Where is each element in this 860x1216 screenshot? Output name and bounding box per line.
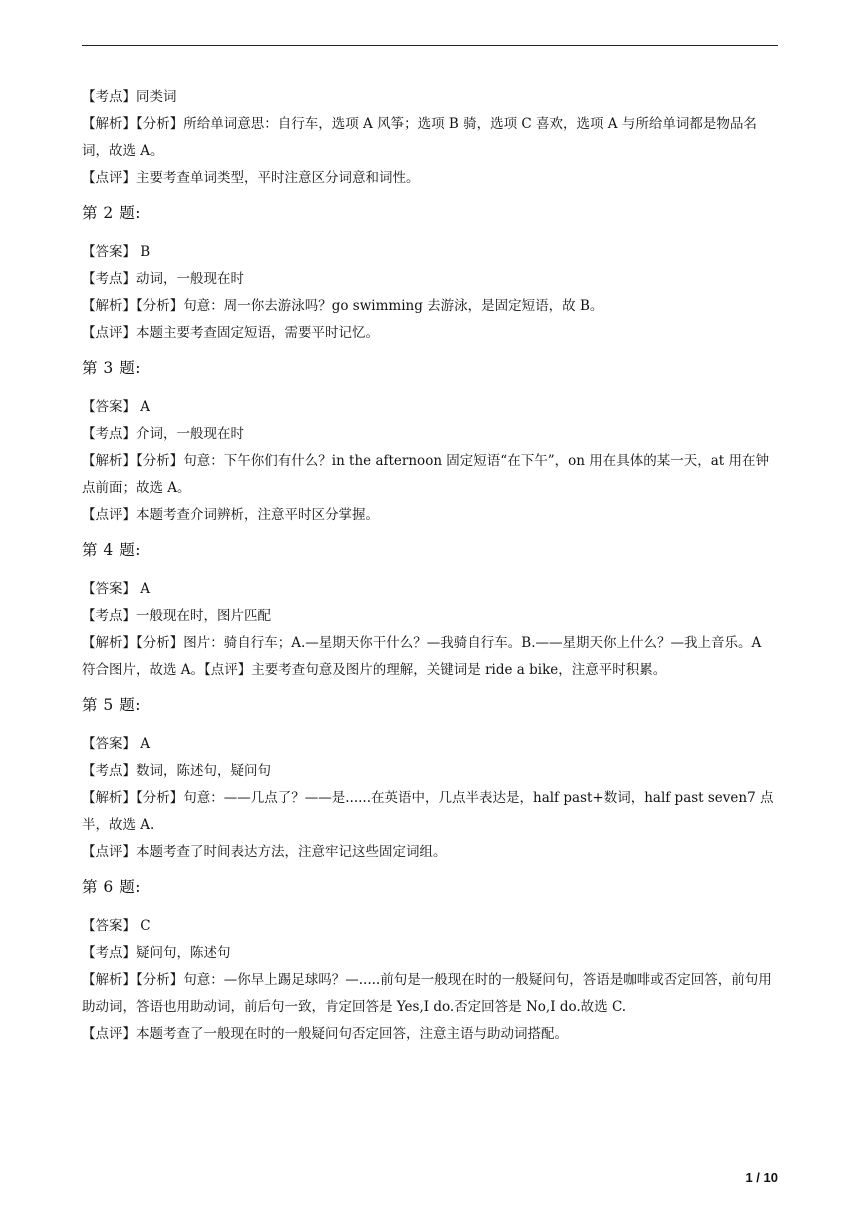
answer-line: 【答案】 C (82, 918, 151, 934)
answer-line: 【考点】一般现在时，图片匹配 (82, 608, 271, 624)
answer-line: 【点评】本题考查介词辨析，注意平时区分掌握。 (82, 507, 379, 523)
answer-line: 【答案】 A (82, 581, 151, 597)
answer-line: 【考点】介词，一般现在时 (82, 426, 244, 442)
answer-line: 【答案】 A (82, 736, 151, 752)
answer-line: 【考点】数词，陈述句，疑问句 (82, 763, 271, 779)
answer-line: 【解析】【分析】句意：——几点了？——是......在英语中，几点半表达是，half past+数词，half past seven7 点半，故选 A. (82, 790, 774, 833)
answer-line: 【点评】本题考查了时间表达方法，注意牢记这些固定词组。 (82, 844, 447, 860)
question-heading: 第 6 题: (82, 878, 141, 896)
answer-line: 【解析】【分析】图片：骑自行车；A.—星期天你干什么？—我骑自行车。B.——星期天你上什么？—我上音乐。A 符合图片，故选 A。【点评】主要考查句意及图片的理解，关键词是 ride a bike，注意平时积累。 (82, 635, 762, 678)
page-number: 1 / 10 (745, 1170, 778, 1185)
answer-line: 【解析】【分析】句意：周一你去游泳吗？go swimming 去游泳，是固定短语，故 B。 (82, 298, 604, 314)
answer-line: 【解析】【分析】句意：—你早上踢足球吗？—.....前句是一般现在时的一般疑问句，答语是咖啡或否定回答，前句用助动词，答语也用助动词，前后句一致，肯定回答是 Yes,I do.否定回答是 No,I do.故选 C. (82, 972, 772, 1015)
answer-line: 【答案】 B (82, 244, 151, 260)
question-heading: 第 3 题: (82, 359, 141, 377)
answer-line: 【考点】疑问句，陈述句 (82, 945, 231, 961)
question-heading: 第 5 题: (82, 696, 141, 714)
question-heading: 第 2 题: (82, 204, 141, 222)
header-rule (82, 45, 778, 46)
answer-line: 【解析】【分析】句意：下午你们有什么？in the afternoon 固定短语“在下午”，on 用在具体的某一天，at 用在钟点前面；故选 A。 (82, 453, 769, 496)
answer-line: 【考点】动词，一般现在时 (82, 271, 244, 287)
answer-line: 【考点】同类词 (82, 89, 177, 105)
question-heading: 第 4 题: (82, 541, 141, 559)
answer-line: 【答案】 A (82, 399, 151, 415)
answer-line: 【点评】本题主要考查固定短语，需要平时记忆。 (82, 325, 379, 341)
answer-line: 【点评】主要考查单词类型，平时注意区分词意和词性。 (82, 170, 420, 186)
answer-line: 【解析】【分析】所给单词意思：自行车，选项 A 风筝；选项 B 骑，选项 C 喜欢，选项 A 与所给单词都是物品名词，故选 A。 (82, 116, 757, 159)
document-body (82, 84, 778, 1048)
answer-line: 【点评】本题考查了一般现在时的一般疑问句否定回答，注意主语与助动词搭配。 (82, 1026, 568, 1042)
